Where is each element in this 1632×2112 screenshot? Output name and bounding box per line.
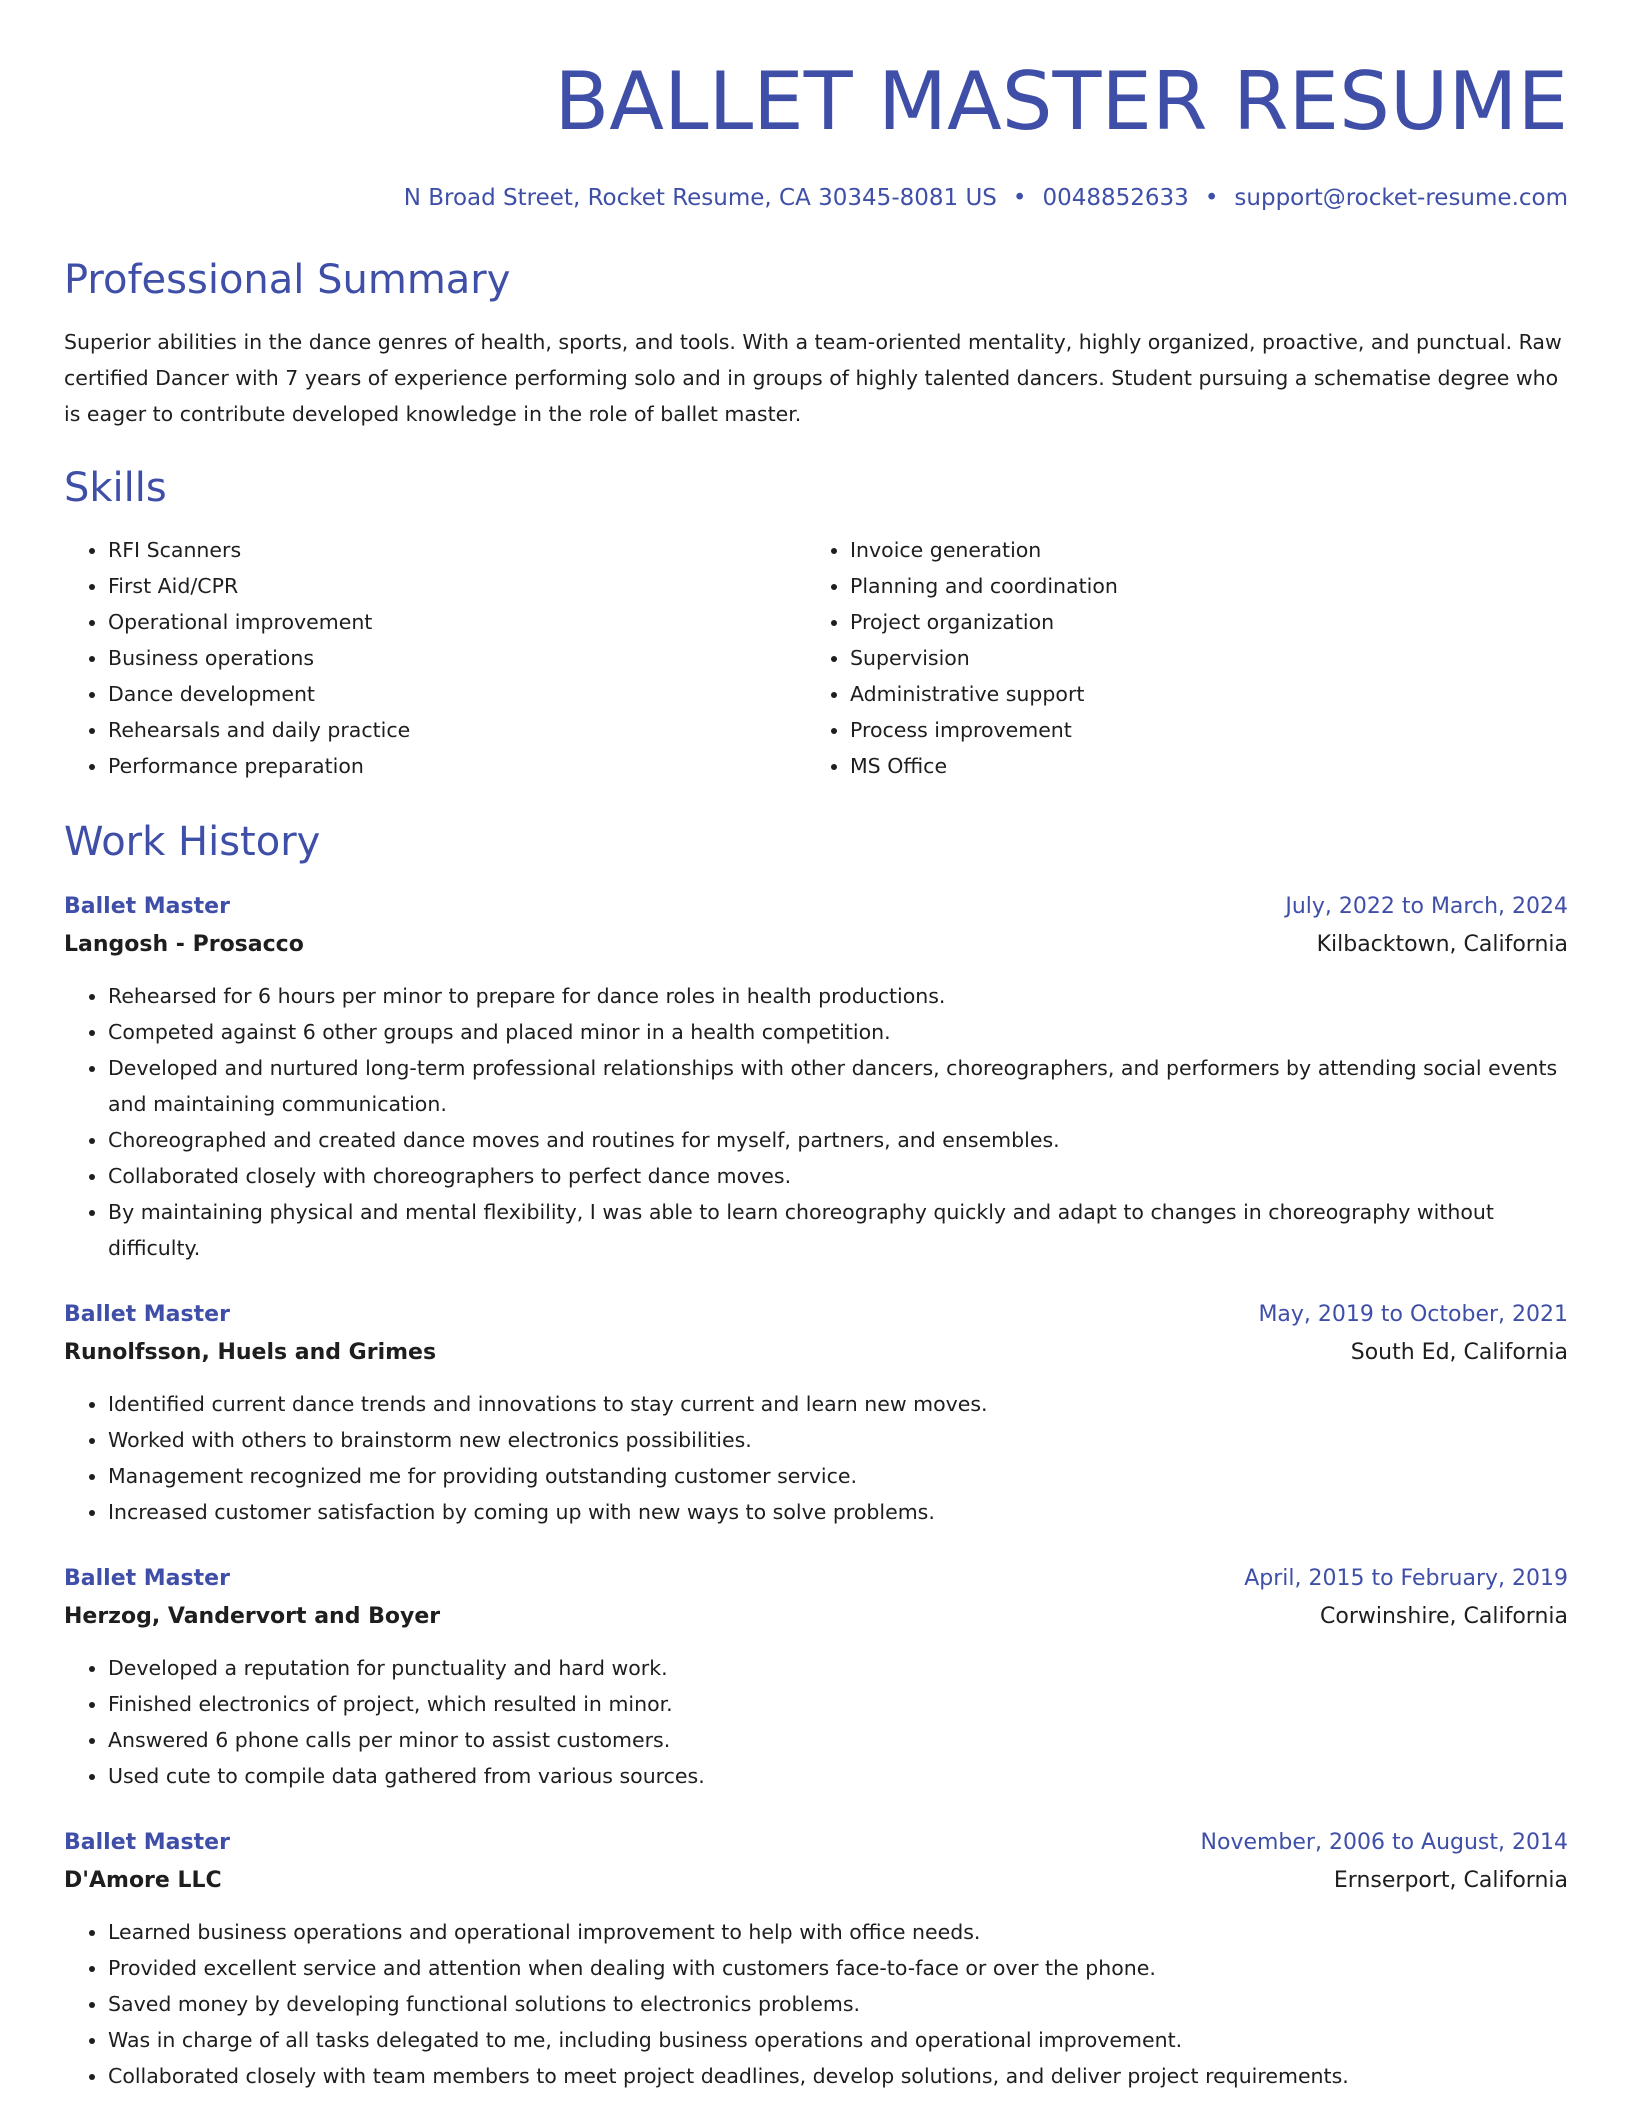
job-bullet: • By maintaining physical and mental flexibility, I was able to learn choreography quickly and adapt to changes in choreography without difficulty. — [108, 1194, 1568, 1266]
skills-left-list — [64, 532, 806, 784]
job-bullet: • Rehearsed for 6 hours per minor to prepare for dance roles in health productions. — [108, 978, 1568, 1014]
job-location: Corwinshire, California — [1320, 1604, 1568, 1629]
skills-columns — [64, 532, 1568, 784]
skills-heading: Skills — [64, 465, 167, 511]
job-entry — [64, 1560, 1568, 1794]
skills-right-list — [806, 532, 1548, 784]
job-bullet: • Increased customer satisfaction by coming up with new ways to solve problems. — [108, 1494, 1568, 1530]
job-company-row — [64, 1598, 1568, 1636]
job-bullet: • Provided excellent service and attention when dealing with customers face-to-face or over the phone. — [108, 1950, 1568, 1986]
resume-page — [64, 0, 1568, 2094]
job-title: Ballet Master — [64, 894, 230, 919]
job-bullet: • Worked with others to brainstorm new electronics possibilities. — [108, 1422, 1568, 1458]
job-header-row — [64, 1560, 1568, 1598]
job-location: Ernserport, California — [1333, 1868, 1568, 1893]
skill-item: • Dance development — [108, 676, 806, 712]
company-name: Runolfsson, Huels and Grimes — [64, 1340, 437, 1365]
job-bullet: • Developed a reputation for punctuality and hard work. — [108, 1650, 1568, 1686]
resume-title: BALLET MASTER RESUME — [554, 55, 1568, 148]
contact-phone: 0048852633 — [1042, 185, 1189, 211]
skill-item: • Operational improvement — [108, 604, 806, 640]
job-title: Ballet Master — [64, 1566, 230, 1591]
skill-item: • Administrative support — [850, 676, 1548, 712]
contact-address: N Broad Street, Rocket Resume, CA 30345-8081 US — [403, 185, 997, 211]
skill-item: • Rehearsals and daily practice — [108, 712, 806, 748]
skill-item: • Project organization — [850, 604, 1548, 640]
job-bullet: • Finished electronics of project, which resulted in minor. — [108, 1686, 1568, 1722]
job-bullet: • Saved money by developing functional solutions to electronics problems. — [108, 1986, 1568, 2022]
job-entry — [64, 888, 1568, 1266]
job-dates: May, 2019 to October, 2021 — [1258, 1302, 1568, 1327]
job-bullets — [64, 1914, 1568, 2094]
contact-email: support@rocket-resume.com — [1234, 185, 1568, 211]
job-dates: July, 2022 to March, 2024 — [1285, 894, 1568, 919]
skill-item: • Planning and coordination — [850, 568, 1548, 604]
job-bullet: • Was in charge of all tasks delegated to me, including business operations and operational improvement. — [108, 2022, 1568, 2058]
job-bullet: • Identified current dance trends and innovations to stay current and learn new moves. — [108, 1386, 1568, 1422]
job-bullet: • Collaborated closely with choreographers to perfect dance moves. — [108, 1158, 1568, 1194]
summary-heading: Professional Summary — [64, 257, 511, 303]
job-header-row — [64, 888, 1568, 926]
job-dates: November, 2006 to August, 2014 — [1200, 1830, 1568, 1855]
job-header-row — [64, 1296, 1568, 1334]
company-name: Langosh - Prosacco — [64, 932, 304, 957]
skill-item: • Performance preparation — [108, 748, 806, 784]
job-bullet: • Choreographed and created dance moves and routines for myself, partners, and ensembles. — [108, 1122, 1568, 1158]
skill-item: • Invoice generation — [850, 532, 1548, 568]
skill-item: • MS Office — [850, 748, 1548, 784]
job-header-row — [64, 1824, 1568, 1862]
skill-item: • RFI Scanners — [108, 532, 806, 568]
separator-dot: • — [1012, 185, 1027, 211]
job-company-row — [64, 926, 1568, 964]
job-bullet: • Competed against 6 other groups and placed minor in a health competition. — [108, 1014, 1568, 1050]
job-bullets — [64, 1650, 1568, 1794]
skill-item: • Process improvement — [850, 712, 1548, 748]
job-entry — [64, 1296, 1568, 1530]
job-company-row — [64, 1862, 1568, 1900]
job-bullet: • Learned business operations and operational improvement to help with office needs. — [108, 1914, 1568, 1950]
skill-item: • Business operations — [108, 640, 806, 676]
job-dates: April, 2015 to February, 2019 — [1244, 1566, 1568, 1591]
company-name: D'Amore LLC — [64, 1868, 222, 1893]
job-bullets — [64, 978, 1568, 1266]
company-name: Herzog, Vandervort and Boyer — [64, 1604, 441, 1629]
job-bullets — [64, 1386, 1568, 1530]
job-bullet: • Collaborated closely with team members to meet project deadlines, develop solutions, and deliver project requirements. — [108, 2058, 1568, 2094]
job-bullet: • Answered 6 phone calls per minor to assist customers. — [108, 1722, 1568, 1758]
skill-item: • First Aid/CPR — [108, 568, 806, 604]
job-title: Ballet Master — [64, 1302, 230, 1327]
skill-item: • Supervision — [850, 640, 1548, 676]
summary-text: Superior abilities in the dance genres of health, sports, and tools. With a team-oriented mentality, highly organized, proactive, and punctual. Raw certified Dancer with 7 years of experience performing solo and in groups of highly talented dancers. Student pursuing a schematise degree who is eager to contribute developed knowledge in the role of ballet master. — [64, 330, 1562, 426]
job-location: Kilbacktown, California — [1316, 932, 1568, 957]
job-bullet: • Developed and nurtured long-term professional relationships with other dancers, choreographers, and performers by attending social events and maintaining communication. — [108, 1050, 1568, 1122]
job-title: Ballet Master — [64, 1830, 230, 1855]
job-bullet: • Management recognized me for providing outstanding customer service. — [108, 1458, 1568, 1494]
job-entry — [64, 1824, 1568, 2094]
job-company-row — [64, 1334, 1568, 1372]
job-location: South Ed, California — [1350, 1340, 1568, 1365]
work-history-heading: Work History — [64, 819, 321, 865]
job-bullet: • Used cute to compile data gathered from various sources. — [108, 1758, 1568, 1794]
separator-dot: • — [1204, 185, 1219, 211]
contact-line — [64, 182, 1568, 214]
